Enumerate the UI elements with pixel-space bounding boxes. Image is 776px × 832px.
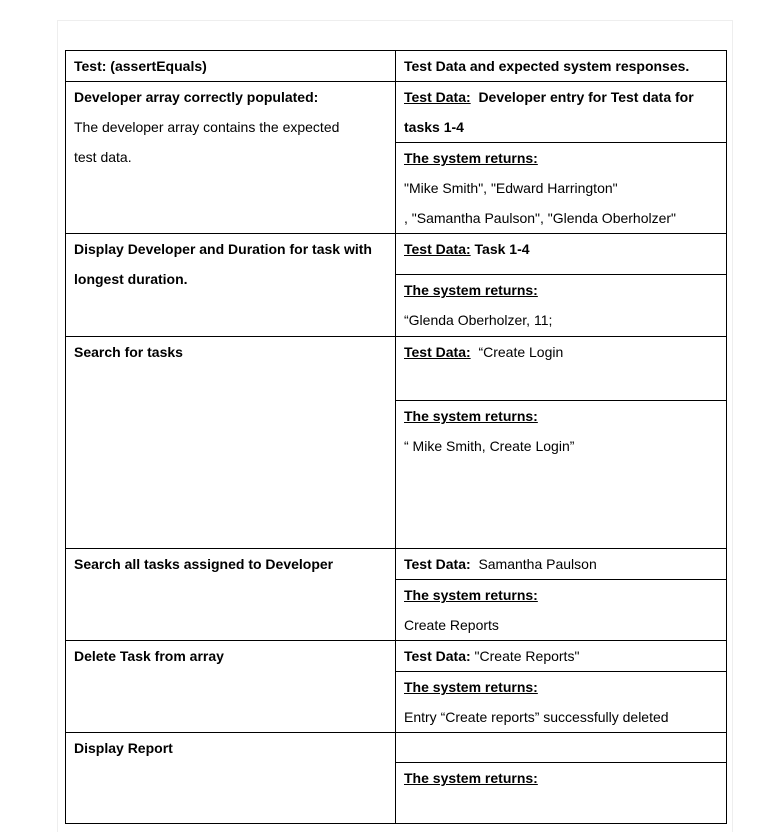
t-developer-array-returns-1: "Mike Smith", "Edward Harrington" <box>404 180 618 196</box>
t-delete-task-title: Delete Task from array <box>74 648 224 664</box>
t-search-tasks-returns-1: “ Mike Smith, Create Login” <box>404 438 575 454</box>
t-developer-array-returns <box>396 143 727 234</box>
t-longest-duration-returns <box>396 275 727 337</box>
t-search-tasks <box>66 337 396 549</box>
t-search-tasks-returns <box>396 401 727 549</box>
t-developer-array-test-data <box>396 82 727 143</box>
t-delete-task-returns-label: The system returns: <box>404 679 538 695</box>
t-search-developer-test-data <box>396 549 727 580</box>
t-search-developer-returns-label: The system returns: <box>404 587 538 603</box>
t-longest-duration-returns-1: “Glenda Oberholzer, 11; <box>404 312 553 328</box>
t-display-report-title: Display Report <box>74 740 173 756</box>
t-longest-duration-title-1: Display Developer and Duration for task with <box>74 241 372 257</box>
t-longest-duration-returns-label: The system returns: <box>404 282 538 298</box>
t-developer-array-test-data-label: Test Data: <box>404 89 471 105</box>
t-delete-task-test-data <box>396 641 727 672</box>
t-developer-array-test-data-value-2: tasks 1-4 <box>404 119 464 135</box>
t-longest-duration-title-2: longest duration. <box>74 271 188 287</box>
t-search-tasks-title: Search for tasks <box>74 344 183 360</box>
t-longest-duration <box>66 234 396 337</box>
t-developer-array-title: Developer array correctly populated: <box>74 89 319 105</box>
t-display-report-returns-label: The system returns: <box>404 770 538 786</box>
t-search-developer-test-data-value: Samantha Paulson <box>478 556 597 572</box>
t-display-report <box>66 733 396 824</box>
t-developer-array-desc-1: The developer array contains the expected <box>74 119 340 135</box>
t-search-tasks-test-data-value: “Create Login <box>478 344 564 360</box>
t-display-report-returns <box>396 763 727 824</box>
t-delete-task <box>66 641 396 733</box>
t-header-data <box>396 51 727 82</box>
t-search-tasks-returns-label: The system returns: <box>404 408 538 424</box>
t-search-developer <box>66 549 396 641</box>
t-delete-task-returns <box>396 672 727 733</box>
t-search-developer-title: Search all tasks assigned to Developer <box>74 556 334 572</box>
t-display-report-test-data <box>396 733 727 763</box>
t-header-data-label: Test Data and expected system responses. <box>404 58 690 74</box>
t-developer-array <box>66 82 396 234</box>
t-search-developer-test-data-label: Test Data: <box>404 556 471 572</box>
t-header-test <box>66 51 396 82</box>
t-header-test-label: Test: (assertEquals) <box>74 58 207 74</box>
t-delete-task-returns-1: Entry “Create reports” successfully deleted <box>404 709 669 725</box>
t-delete-task-test-data-label: Test Data: <box>404 648 471 664</box>
t-longest-duration-test-data-value: Task 1-4 <box>474 241 530 257</box>
t-search-developer-returns <box>396 580 727 641</box>
t-delete-task-test-data-value: "Create Reports" <box>474 648 580 664</box>
t-search-tasks-test-data-label: Test Data: <box>404 344 471 360</box>
t-longest-duration-test-data-label: Test Data: <box>404 241 471 257</box>
t-developer-array-desc-2: test data. <box>74 149 132 165</box>
t-search-tasks-test-data <box>396 337 727 401</box>
t-developer-array-test-data-value-1: Developer entry for Test data for <box>478 89 694 105</box>
t-longest-duration-test-data <box>396 234 727 275</box>
t-developer-array-returns-2: , "Samantha Paulson", "Glenda Oberholzer" <box>404 210 677 226</box>
t-developer-array-returns-label: The system returns: <box>404 150 538 166</box>
t-search-developer-returns-1: Create Reports <box>404 617 499 633</box>
test-plan-table-layout <box>65 50 727 824</box>
